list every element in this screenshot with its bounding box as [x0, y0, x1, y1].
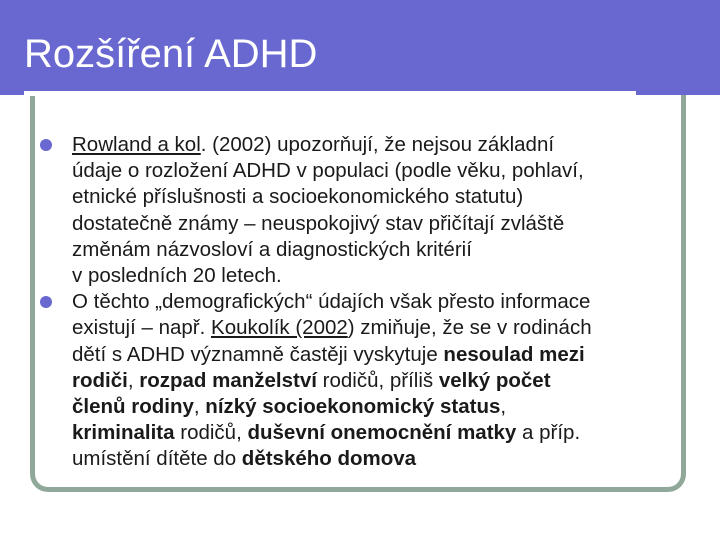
text: ) zmiňuje, že se v rodinách: [347, 316, 592, 340]
citation-link-rowland: Rowland a kol: [72, 133, 201, 156]
text: rodičů, příliš: [316, 368, 439, 392]
bullet-item-1: [40, 132, 685, 289]
bullet-dot-icon: [40, 296, 52, 308]
emphasis: členů rodiny: [72, 395, 194, 419]
slide-title: Rozšíření ADHD: [24, 32, 318, 76]
text: . (2002) upozorňují, že nejsou základní: [200, 133, 555, 156]
title-underline: [24, 91, 636, 96]
emphasis: nízký socioekonomický status: [205, 395, 501, 419]
bullet-1-line-4: dostatečně známy – neuspokojivý stav přičítají zvláště: [72, 211, 565, 235]
bullet-2-line-4: [72, 368, 685, 394]
bullet-item-2: [40, 289, 685, 472]
text: rodičů,: [174, 421, 248, 445]
bullet-1-line-3: etnické příslušnosti a socioekonomického statutu): [72, 185, 524, 209]
emphasis: kriminalita: [72, 421, 175, 445]
text: umístění dítěte do: [72, 447, 242, 471]
bullet-2-line-6: [72, 420, 685, 446]
bullet-1-line-6: v posledních 20 letech.: [72, 264, 282, 288]
emphasis: dětského domova: [241, 447, 417, 471]
text: existují – např.: [72, 316, 212, 340]
bullet-2-line-3: [72, 342, 685, 368]
text: ,: [500, 395, 507, 419]
slide-content: [40, 132, 685, 473]
bullet-1-line-2: údaje o rozložení ADHD v populaci (podle věku, pohlaví,: [72, 159, 584, 183]
bullet-2-line-7: [72, 446, 685, 472]
emphasis: rodiči: [72, 368, 128, 392]
emphasis: duševní onemocnění matky: [247, 421, 517, 445]
emphasis: rozpad manželství: [139, 368, 317, 392]
bullet-dot-icon: [40, 139, 52, 151]
bullet-1-line-5: změnám názvosloví a diagnostických kritérií: [72, 237, 472, 261]
emphasis: velký počet: [438, 368, 551, 392]
bullet-1-line-1: [72, 132, 685, 158]
citation-link-koukolik: Koukolík (2002: [211, 316, 348, 340]
text: a příp.: [516, 421, 581, 445]
text: dětí s ADHD významně častěji vyskytuje: [72, 342, 444, 366]
text: ,: [193, 395, 206, 419]
bullet-2-line-2: [72, 315, 685, 341]
emphasis: nesoulad mezi: [443, 342, 585, 366]
bullet-2-line-5: [72, 394, 685, 420]
bullet-2-line-1: O těchto „demografických“ údajích však přesto informace: [72, 290, 591, 314]
text: ,: [127, 368, 140, 392]
